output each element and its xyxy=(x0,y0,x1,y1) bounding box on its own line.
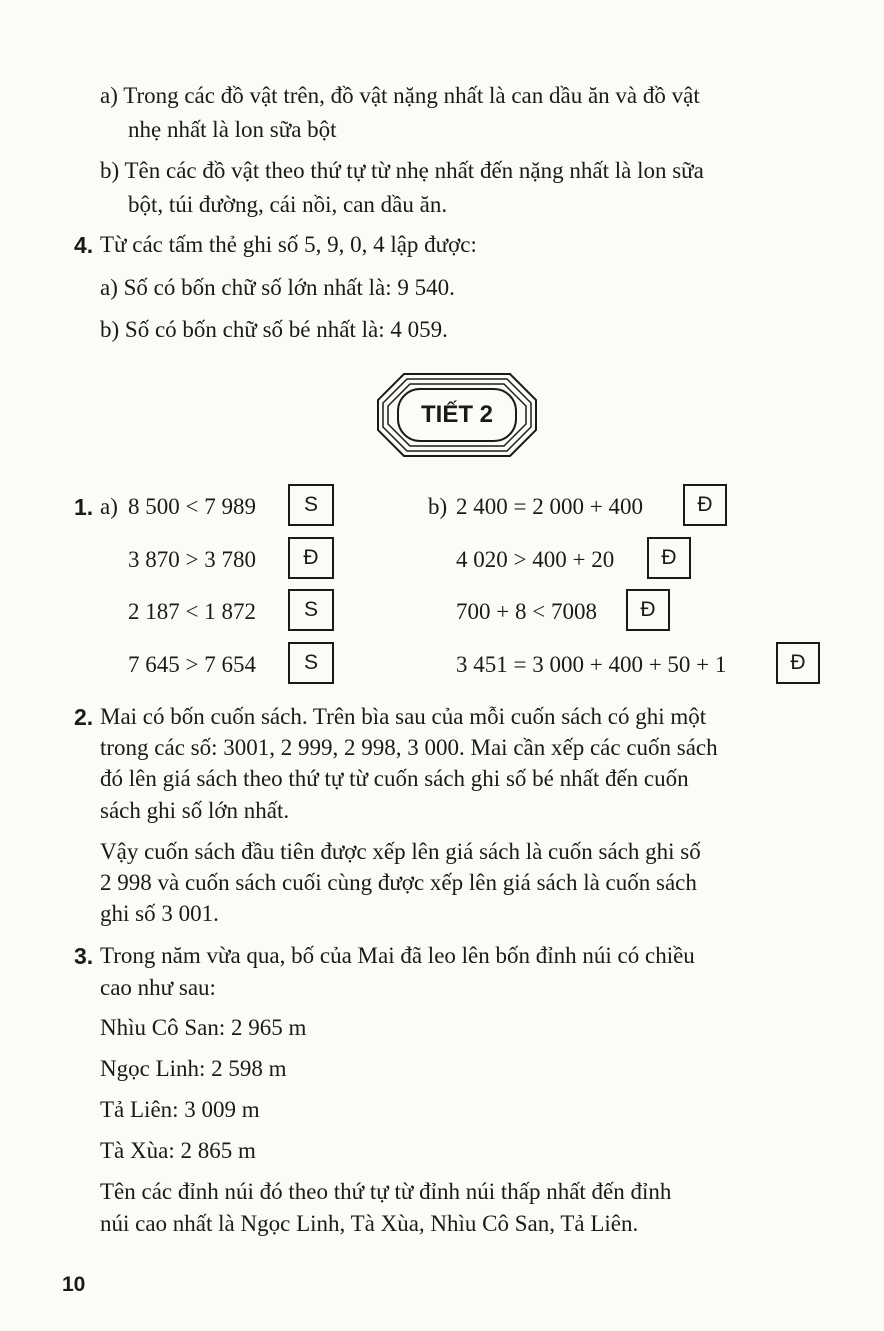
e2-line: Mai có bốn cuốn sách. Trên bìa sau của mỗi cuốn sách có ghi một xyxy=(100,704,707,729)
e3-line: Trong năm vừa qua, bố của Mai đã leo lên bốn đỉnh núi có chiều xyxy=(100,943,695,968)
section-title: TIẾT 2 xyxy=(420,401,493,428)
e3-mountain: Tả Liên: 3 009 m xyxy=(100,1097,260,1122)
e1-left-expr: 3 870 > 3 780 xyxy=(128,547,256,572)
e3-number: 3. xyxy=(74,943,94,969)
page-number: 10 xyxy=(62,1273,86,1296)
e2-line: trong các số: 3001, 2 999, 2 998, 3 000. Mai cần xếp các cuốn sách xyxy=(100,735,718,760)
e2-number: 2. xyxy=(74,704,94,730)
e2-line: ghi số 3 001. xyxy=(100,901,219,926)
q4-number: 4. xyxy=(74,232,94,258)
e1-right-expr: 4 020 > 400 + 20 xyxy=(456,547,615,572)
e1-left-expr: 2 187 < 1 872 xyxy=(128,599,256,624)
e2-line: sách ghi số lớn nhất. xyxy=(100,798,290,823)
e3-mountain: Nhìu Cô San: 2 965 m xyxy=(100,1015,307,1040)
e1-right-answer-box: Đ xyxy=(776,642,820,684)
e1-left-expr: 7 645 > 7 654 xyxy=(128,652,256,677)
e1-left-answer-box: S xyxy=(288,484,334,526)
answer-a-line2: nhẹ nhất là lon sữa bột xyxy=(128,117,337,142)
answer-b-line1: b) Tên các đồ vật theo thứ tự từ nhẹ nhất đến nặng nhất là lon sữa xyxy=(100,158,704,183)
e1-right-expr: 700 + 8 < 7008 xyxy=(456,599,597,624)
section-heading xyxy=(376,372,538,458)
e1-left-answer-box: Đ xyxy=(288,537,334,579)
e1-right-answer-box: Đ xyxy=(683,484,727,526)
e1-left-answer-box: S xyxy=(288,642,334,684)
e1-right-expr: 2 400 = 2 000 + 400 xyxy=(456,494,643,519)
e2-line: 2 998 và cuốn sách cuối cùng được xếp lên giá sách là cuốn sách xyxy=(100,870,697,895)
q4-answer-a: a) Số có bốn chữ số lớn nhất là: 9 540. xyxy=(100,275,455,300)
e2-line: Vậy cuốn sách đầu tiên được xếp lên giá sách là cuốn sách ghi số xyxy=(100,839,701,864)
q4-stem: Từ các tấm thẻ ghi số 5, 9, 0, 4 lập được: xyxy=(100,232,477,257)
e3-mountain: Tà Xùa: 2 865 m xyxy=(100,1138,256,1163)
answer-a-line1: a) Trong các đồ vật trên, đồ vật nặng nhất là can dầu ăn và đồ vật xyxy=(100,83,700,108)
e3-conclusion: Tên các đỉnh núi đó theo thứ tự từ đỉnh núi thấp nhất đến đỉnh xyxy=(100,1179,672,1204)
e2-line: đó lên giá sách theo thứ tự từ cuốn sách ghi số bé nhất đến cuốn xyxy=(100,766,689,791)
e3-mountain: Ngọc Linh: 2 598 m xyxy=(100,1056,287,1081)
e1-number: 1. xyxy=(74,494,94,520)
e1-right-expr: 3 451 = 3 000 + 400 + 50 + 1 xyxy=(456,652,727,677)
answer-b-line2: bột, túi đường, cái nồi, can dầu ăn. xyxy=(128,192,448,217)
e3-line: cao như sau: xyxy=(100,975,216,1000)
e3-conclusion: núi cao nhất là Ngọc Linh, Tà Xùa, Nhìu Cô San, Tả Liên. xyxy=(100,1211,639,1236)
q4-answer-b: b) Số có bốn chữ số bé nhất là: 4 059. xyxy=(100,317,448,342)
e1-right-answer-box: Đ xyxy=(626,589,670,631)
e1-left-label: a) xyxy=(100,494,118,519)
e1-left-answer-box: S xyxy=(288,589,334,631)
e1-right-answer-box: Đ xyxy=(647,537,691,579)
e1-right-label: b) xyxy=(428,494,448,519)
e1-left-expr: 8 500 < 7 989 xyxy=(128,494,256,519)
